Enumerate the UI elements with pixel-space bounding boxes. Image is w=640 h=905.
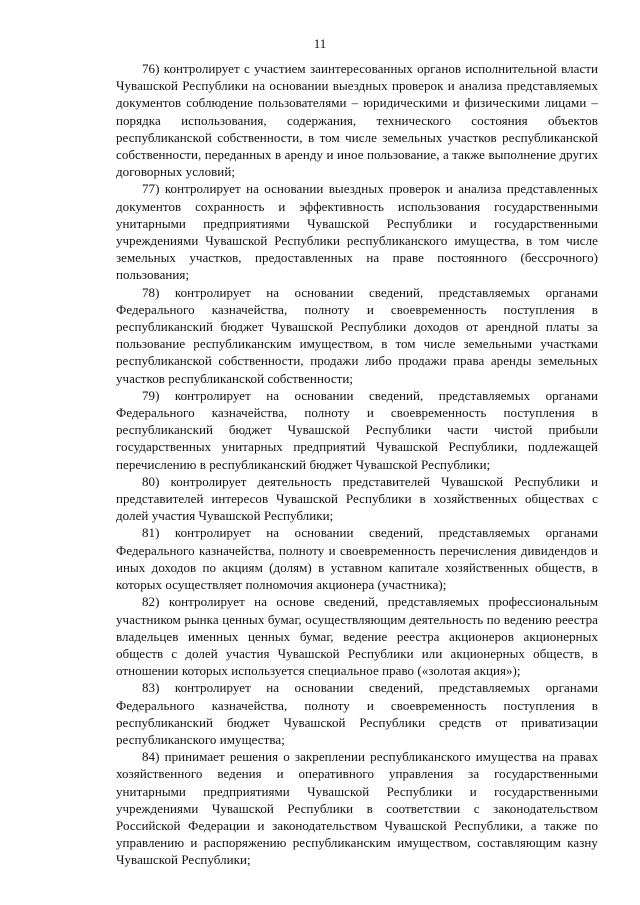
paragraph-81: 81) контролирует на основании сведений, представляемых органами Федерального казначейства, полноту и своевременность перечисления дивидендов и иных доходов по акциям (долям) в уставном капитале хозяйственных обществ, в которых осуществляет полномочия акционера (участника); (116, 525, 598, 593)
paragraph-84: 84) принимает решения о закреплении республиканского имущества на правах хозяйственного ведения и оперативного управления за государственными унитарными предприятиями Чувашской Республики и государственными учреждениями Чувашской Республики в соответствии с законодательством Российской Федерации и законодательством Чувашской Республики, а также по управлению и распоряжению республиканским имуществом, составляющим казну Чувашской Республики; (116, 749, 598, 868)
page-number: 11 (313, 36, 327, 51)
paragraph-76: 76) контролирует с участием заинтересованных органов исполнительной власти Чувашской Республики на основании выездных проверок и анализа представляемых документов соблюдение пользователями – юридическими и физическими лицами – порядка использования, содержания, технического состояния объектов республиканской собственности, в том числе земельных участков республиканской собственности, переданных в аренду и иное пользование, а также выполнение других договорных условий; (116, 61, 598, 180)
paragraph-83: 83) контролирует на основании сведений, представляемых органами Федерального казначейства, полноту и своевременность поступления в республиканский бюджет Чувашской Республики средств от приватизации республиканского имущества; (116, 680, 598, 747)
paragraph-79: 79) контролирует на основании сведений, представляемых органами Федерального казначейства, полноту и своевременность поступления в республиканский бюджет Чувашской Республики части чистой прибыли государственных унитарных предприятий Чувашской Республики, подлежащей перечислению в республиканский бюджет Чувашской Республики; (116, 387, 598, 472)
paragraph-82: 82) контролирует на основе сведений, представляемых профессиональным участником рынка ценных бумаг, осуществляющим деятельность по ведению реестра владельцев именных ценных бумаг, ведение реестра акционеров акционерных обществ с долей участия Чувашской Республики или акционерных обществ, в отношении которых используется специальное право («золотая акция»); (116, 594, 598, 679)
paragraph-77: 77) контролирует на основании выездных проверок и анализа представленных документов сохранность и эффективность использования государственными унитарными предприятиями Чувашской Республики и государственными учреждениями Чувашской Республики республиканского имущества, в том числе земельных участков, предоставленных на праве постоянного (бессрочного) пользования; (116, 181, 598, 283)
paragraph-80: 80) контролирует деятельность представителей Чувашской Республики и представителей интересов Чувашской Республики в хозяйственных обществах с долей участия Чувашской Республики; (116, 473, 598, 524)
paragraph-78: 78) контролирует на основании сведений, представляемых органами Федерального казначейства, полноту и своевременность поступления в республиканский бюджет Чувашской Республики доходов от арендной платы за пользование республиканским имуществом, в том числе земельными участками республиканской собственности, продажи либо продажи права аренды земельных участков республиканской собственности; (116, 284, 598, 386)
document-body (116, 60, 598, 869)
